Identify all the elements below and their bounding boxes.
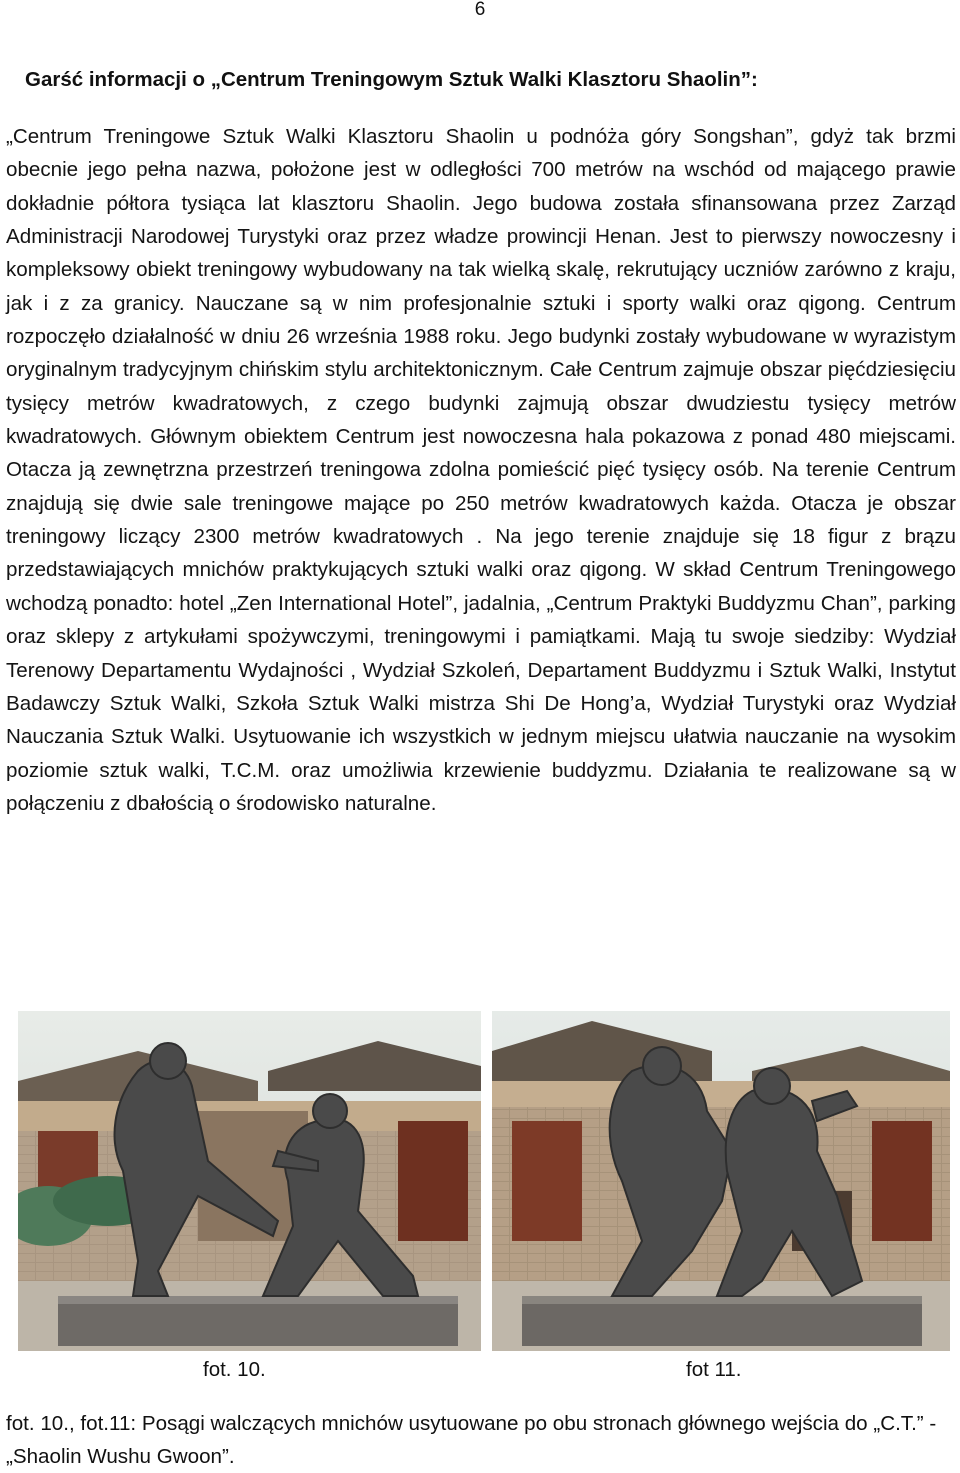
photo-caption-10: fot. 10. <box>203 1358 266 1381</box>
page-number: 6 <box>474 0 486 20</box>
photo-fot-11 <box>492 1011 950 1351</box>
photo-fot-10 <box>18 1011 481 1351</box>
statue-photo-left <box>18 1011 481 1351</box>
statue-photo-right <box>492 1011 950 1351</box>
figure-caption: fot. 10., fot.11: Posągi walczących mnichów usytuowane po obu stronach głównego wejścia do „C.T.” - „Shaolin Wushu Gwoon”. <box>6 1412 937 1468</box>
section-heading: Garść informacji o „Centrum Treningowym Sztuk Walki Klasztoru Shaolin”: <box>25 68 758 91</box>
body-paragraph: „Centrum Treningowe Sztuk Walki Klasztoru Shaolin u podnóża góry Songshan”, gdyż tak brzmi obecnie jego pełna nazwa, położone jest w odległości 700 metrów na wschód od mającego prawie dokładnie półtora tysiąca lat klasztoru Shaolin. Jego budowa została sfinansowana przez Zarząd Administracji Narodowej Turystyki oraz przez władze prowincji Henan. Jest to pierwszy nowoczesny i kompleksowy obiekt treningowy wybudowany na tak wielką skalę, rekrutujący uczniów zarówno z kraju, jak i z za granicy. Nauczane są w nim profesjonalnie sztuki i sporty walki oraz qigong. Centrum rozpoczęło działalność w dniu 26 września 1988 roku. Jego budynki zostały wybudowane w wyrazistym oryginalnym tradycyjnym chińskim stylu architektonicznym. Całe Centrum zajmuje obszar pięćdziesięciu tysięcy metrów kwadratowych, z czego budynki zajmują obszar dwudziestu tysięcy metrów kwadratowych. Głównym obiektem Centrum jest nowoczesna hala pokazowa z ponad 480 miejscami. Otacza ją zewnętrzna przestrzeń treningowa zdolna pomieścić pięć tysięcy osób. Na terenie Centrum znajdują się dwie sale treningowe mające po 250 metrów kwadratowych każda. Otacza je obszar treningowy liczący 2300 metrów kwadratowych . Na jego terenie znajduje się 18 figur z brązu przedstawiających mnichów praktykujących sztuki walki oraz qigong. W skład Centrum Treningowego wchodzą ponadto: hotel „Zen International Hotel”, jadalnia, „Centrum Praktyki Buddyzmu Chan”, parking oraz sklepy z artykułami spożywczymi, treningowymi i pamiątkami. Mają tu swoje siedziby: Wydział Terenowy Departamentu Wydajności , Wydział Szkoleń, Departament Buddyzmu i Sztuk Walki, Instytut Badawczy Sztuk Walki, Szkoła Sztuk Walki mistrza Shi De Hong’a, Wydział Turystyki oraz Wydział Nauczania Sztuk Walki. Usytuowanie ich wszystkich w jednym miejscu ułatwia nauczanie na wysokim poziomie sztuk walki, T.C.M. oraz umożliwia krzewienie buddyzmu. Działania te realizowane są w połączeniu z dbałością o środowisko naturalne. <box>6 125 956 815</box>
photo-caption-11: fot 11. <box>686 1358 742 1381</box>
